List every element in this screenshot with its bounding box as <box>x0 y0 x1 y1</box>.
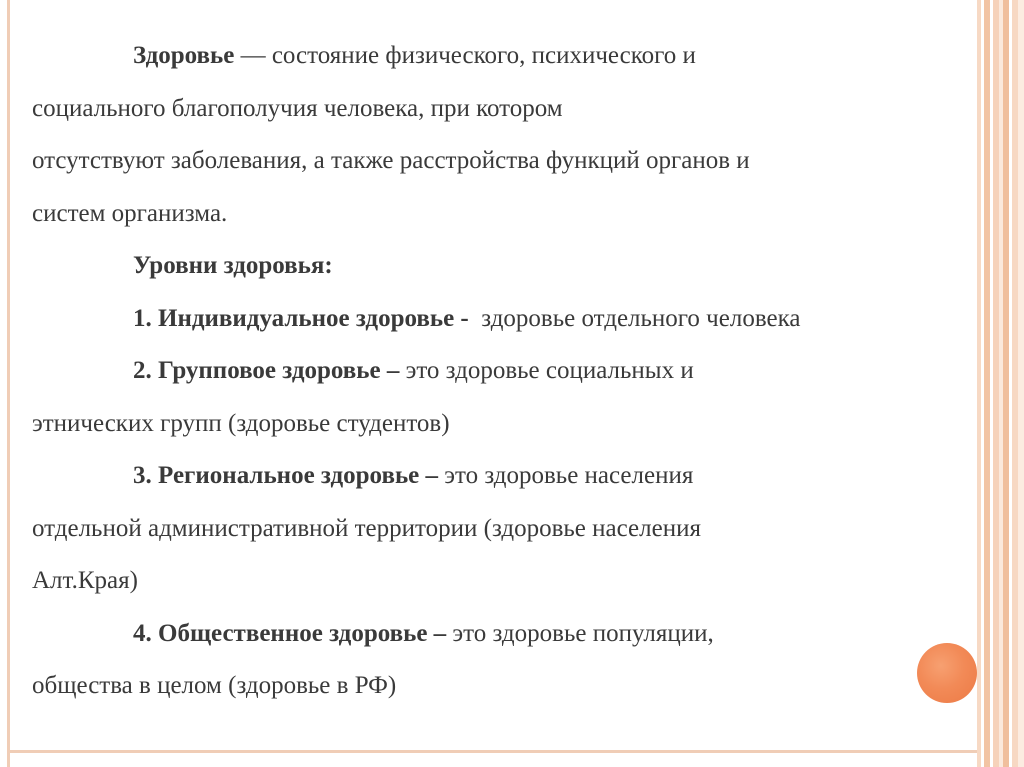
frame-bottom-line <box>7 750 977 753</box>
level-1-title: 1. Индивидуальное здоровье - <box>133 304 469 332</box>
frame-left-line <box>7 0 10 767</box>
definition-term: Здоровье <box>133 42 235 69</box>
levels-heading: Уровни здоровья: <box>133 252 333 279</box>
level-2-rest: это здоровье социальных и <box>399 357 694 384</box>
definition-rest: — состояние физического, психического и <box>234 42 696 69</box>
level-1-rest: здоровье отдельного человека <box>468 304 801 332</box>
levels-heading-line <box>32 240 977 293</box>
level-2-title: 2. Групповое здоровье – <box>133 357 400 384</box>
level-2-line <box>32 345 977 398</box>
level-3-line <box>32 450 977 503</box>
level-3-cont: отдельной административной территории (здоровье населения <box>32 514 701 542</box>
definition-line-1 <box>32 30 977 83</box>
level-3-rest: это здоровье населения <box>438 462 694 489</box>
definition-line-2: социального благополучия человека, при котором <box>32 94 563 122</box>
decorative-stripes <box>977 0 1024 767</box>
level-1-line <box>32 293 977 346</box>
level-4-cont: общества в целом (здоровье в РФ) <box>32 672 397 699</box>
slide-body <box>32 30 977 713</box>
level-3-title: 3. Региональное здоровье – <box>133 462 439 489</box>
level-4-line <box>32 608 977 661</box>
level-4-title: 4. Общественное здоровье – <box>133 619 447 647</box>
level-2-cont: этнических групп (здоровье студентов) <box>32 409 450 437</box>
definition-line-4: систем организма. <box>32 199 228 227</box>
level-4-rest: это здоровье популяции, <box>446 619 714 647</box>
definition-line-3: отсутствуют заболевания, а также расстройства функций органов и <box>32 147 750 174</box>
level-3-cont2: Алт.Края) <box>32 567 138 594</box>
